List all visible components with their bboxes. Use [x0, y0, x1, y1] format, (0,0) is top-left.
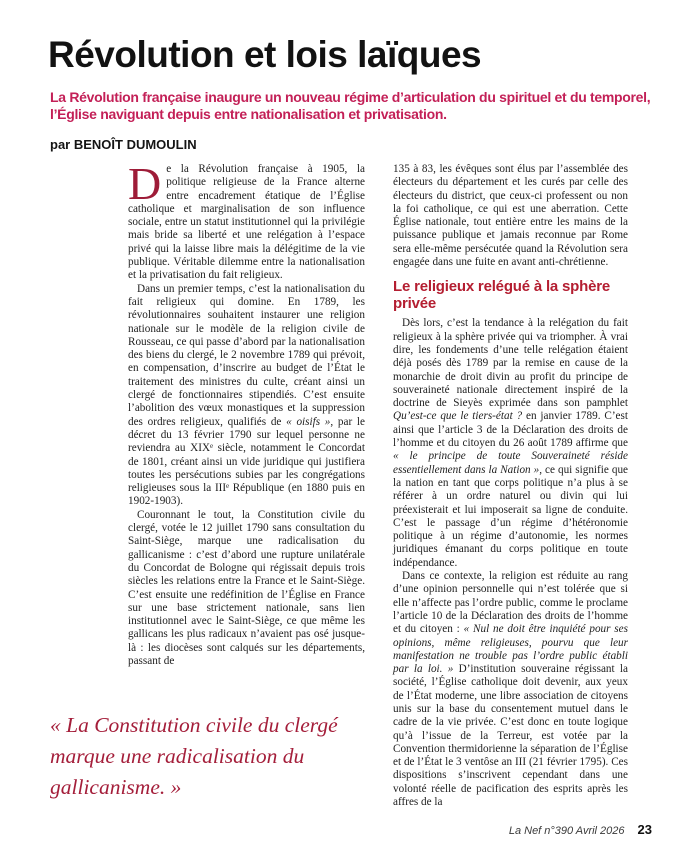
- section-heading: Le religieux relégué à la sphère privée: [393, 278, 611, 312]
- paragraph-2: Dans un premier temps, c’est la nationalisation du fait religieux qui domine. En 1789, les révolutionnaires souhaitent instaurer une religion nationale sur le modèle de la religion civile de Rousseau, ce qui passe d’abord par la nationalisation des biens du clergé, le 2 novembre 1789 qui prévoit, en compensation, d’inscrire au budget de l’État le traitement des ministres du culte, créant ainsi un clergé de fonctionnaires stipendiés. C’est ensuite l’abolition des vœux monastiques et la suppression des ordres religieux, qualifiés de « oisifs », par le décret du 13 février 1790 sur lequel personne ne reviendra au XIXᵉ siècle, notamment le Concordat de 1801, créant ainsi un vide juridique qui justifiera toutes les persécutions subies par les congrégations religieuses sous la IIIᵉ République (en 1880 puis en 1902-1903).: [128, 282, 365, 508]
- pull-quote: « La Constitution civile du clergé marque une radicalisation du gallicanisme. »: [50, 713, 338, 799]
- page-footer: [509, 822, 652, 837]
- journal-issue-label: La Nef n°390 Avril 2026: [508, 825, 625, 837]
- page-title: Révolution et lois laïques: [48, 34, 482, 75]
- paragraph-4: 135 à 83, les évêques sont élus par l’assemblée des électeurs du département et les curés par celle des électeurs du district, que ceux-ci professent ou non la foi catholique, ce qui est une aberration. Cette Église nationale, tout entière entre les mains de la puissance publique et jamais reconnue par Rome sera elle-même persécutée quand la Révolution sera engagée dans une fuite en avant anti-chrétienne.: [393, 163, 628, 269]
- paragraph-5: Dès lors, c’est la tendance à la relégation du fait religieux à la sphère privée qui va triompher. À vrai dire, les fondements d’une telle relégation étaient déjà posés dès 1789 par la remise en cause de la monarchie de droit divin au profit du principe de souveraineté nationale directement inspiré de la doctrine de Sieyès exprimée dans son pamphlet Qu’est-ce que le tiers-état ? en janvier 1789. C’est ainsi que l’article 3 de la Déclaration des droits de l’homme et du citoyen du 26 août 1789 affirme que « le principe de toute Souveraineté réside essentiellement dans la Nation », ce qui signifie que la nation en tant que corps politique n’a plus à se référer à un ordre naturel ou divin qui lui préexisterait et lui imposerait sa ligne de conduite. C’est le passage d’un régime d’hétéronomie politique à un régime d’autonomie, les normes juridiques émanant du corps politique en toute indépendance.: [393, 317, 628, 569]
- left-column: [128, 158, 365, 668]
- paragraph-3: Couronnant le tout, la Constitution civile du clergé, votée le 12 juillet 1790 sans consultation du Saint-Siège, marque une radicalisation du gallicanisme : c’est d’abord une rupture unilatérale du Concordat de Bologne qui régissait depuis trois siècles les relations entre la France et le Saint-Siège. C’est ensuite une redéfinition de l’Église en France sur une base strictement nationale, sans lien institutionnel avec le Saint-Siège, ce que même les gallicans les plus radicaux n’avaient pas osé jusque-là : les diocèses sont calqués sur les départements, passant de: [128, 508, 365, 667]
- paragraph-1-text: e la Révolution française à 1905, la politique religieuse de la France alterne entre encadrement étatique de l’Église catholique et marginalisation de son influence sociale, entre un statut institutionnel qui la privilégie mais bride sa liberté et une relégation à l’espace privé qui la laisse libre mais la délégitime de la vie publique. Véritable dilemme entre la nationalisation et la privatisation du fait religieux.: [128, 163, 365, 282]
- article-subtitle: La Révolution française inaugure un nouveau régime d’articulation du spirituel et du temporel, l’Église naviguant depuis entre nationalisation et privatisation.: [50, 89, 651, 122]
- paragraph-1: [128, 158, 365, 283]
- drop-cap: D: [128, 158, 162, 209]
- right-column: [393, 163, 628, 809]
- page-number: 23: [637, 822, 652, 837]
- paragraph-6: Dans ce contexte, la religion est réduite au rang d’une opinion personnelle qui n’est tolérée que si elle n’affecte pas l’ordre public, comme le proclame l’article 10 de la Déclaration des droits de l’homme et du citoyen : « Nul ne doit être inquiété pour ses opinions, même religieuses, pourvu que leur manifestation ne trouble pas l’ordre public établi par la loi. » D’institution souveraine régissant la société, l’Église catholique doit devenir, aux yeux de l’État moderne, une libre association de citoyens unis sur la base du consentement mutuel dans le cadre de la vie privée. C’est donc en toute logique qu’à l’issue de la Terreur, est votée par la Convention thermidorienne la séparation de l’Église et de l’État le 3 ventôse an III (21 février 1795). Ces dispositions s’inscrivent cependant dans une volonté réelle de pacification des esprits après les affres de la: [393, 570, 628, 809]
- author-byline: par BENOÎT DUMOULIN: [50, 137, 197, 152]
